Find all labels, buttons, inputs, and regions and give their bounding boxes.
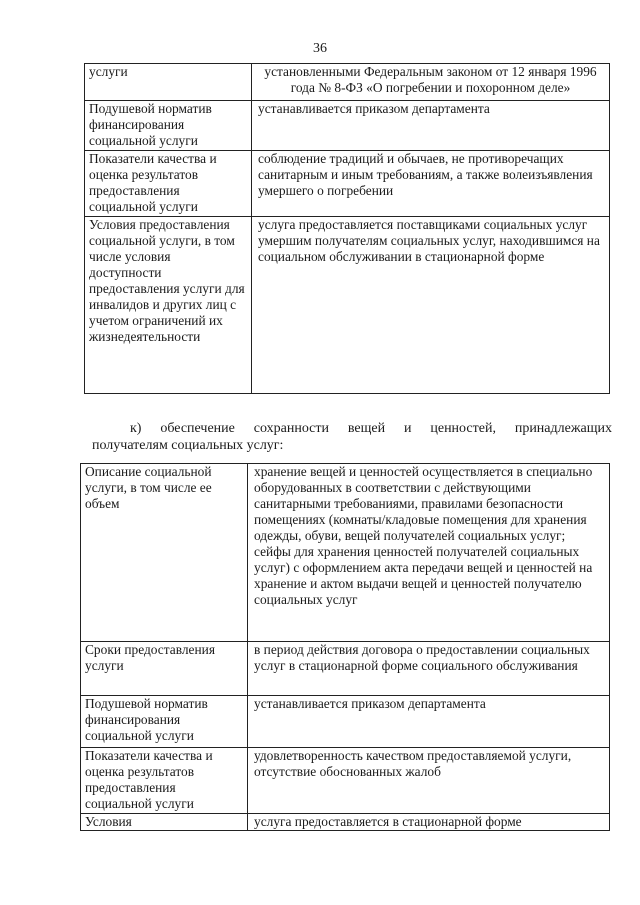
table-row xyxy=(81,748,610,814)
table-row xyxy=(85,101,610,151)
row-value: устанавливается приказом департамента xyxy=(248,696,610,748)
row-value: устанавливается приказом департамента xyxy=(252,101,610,151)
row-label: Сроки предоставления услуги xyxy=(81,642,248,696)
service-table-k xyxy=(80,463,610,831)
table-row xyxy=(85,64,610,101)
section-k-line1: к) обеспечение сохранности вещей и ценностей, принадлежащих xyxy=(130,421,612,436)
table-row xyxy=(85,217,610,394)
table-row xyxy=(81,464,610,642)
row-value: удовлетворенность качеством предоставляемой услуги, отсутствие обоснованных жалоб xyxy=(248,748,610,814)
row-label: Описание социальной услуги, в том числе ее объем xyxy=(81,464,248,642)
section-k-line2: получателям социальных услуг: xyxy=(92,438,284,453)
row-label: Подушевой норматив финансирования социальной услуги xyxy=(85,101,252,151)
row-label: Условия xyxy=(81,814,248,831)
row-label: Показатели качества и оценка результатов предоставления социальной услуги xyxy=(81,748,248,814)
section-k-heading xyxy=(92,420,612,454)
table-row xyxy=(85,151,610,217)
row-value: услуга предоставляется поставщиками социальных услуг умершим получателям социальных услуг, находившимся на социальном обслуживании в стационарной форме xyxy=(252,217,610,394)
row-label: Показатели качества и оценка результатов предоставления социальной услуги xyxy=(85,151,252,217)
table-row xyxy=(81,696,610,748)
row-value: услуга предоставляется в стационарной форме xyxy=(248,814,610,831)
table-row xyxy=(81,814,610,831)
row-label: услуги xyxy=(85,64,252,101)
row-value: установленными Федеральным законом от 12 января 1996 года № 8-ФЗ «О погребении и похоронном деле» xyxy=(252,64,610,101)
table-row xyxy=(81,642,610,696)
row-value: в период действия договора о предоставлении социальных услуг в стационарной форме социального обслуживания xyxy=(248,642,610,696)
service-table-continued xyxy=(84,63,610,394)
row-value: соблюдение традиций и обычаев, не противоречащих санитарным и иным требованиям, а также волеизъявления умершего о погребении xyxy=(252,151,610,217)
row-label: Подушевой норматив финансирования социальной услуги xyxy=(81,696,248,748)
page-number: 36 xyxy=(313,41,327,56)
row-value: хранение вещей и ценностей осуществляется в специально оборудованных в соответствии с действующими санитарными требованиями, правилами безопасности помещениях (комнаты/кладовые помещения для хранения одежды, обуви, вещей получателей социальных услуг; сейфы для хранения ценностей получателей социальных услуг) с оформлением акта передачи вещей и ценностей на хранение и актом выдачи вещей и ценностей получателю социальных услуг xyxy=(248,464,610,642)
row-label: Условия предоставления социальной услуги, в том числе условия доступности предоставления услуги для инвалидов и других лиц с учетом ограничений их жизнедеятельности xyxy=(85,217,252,394)
